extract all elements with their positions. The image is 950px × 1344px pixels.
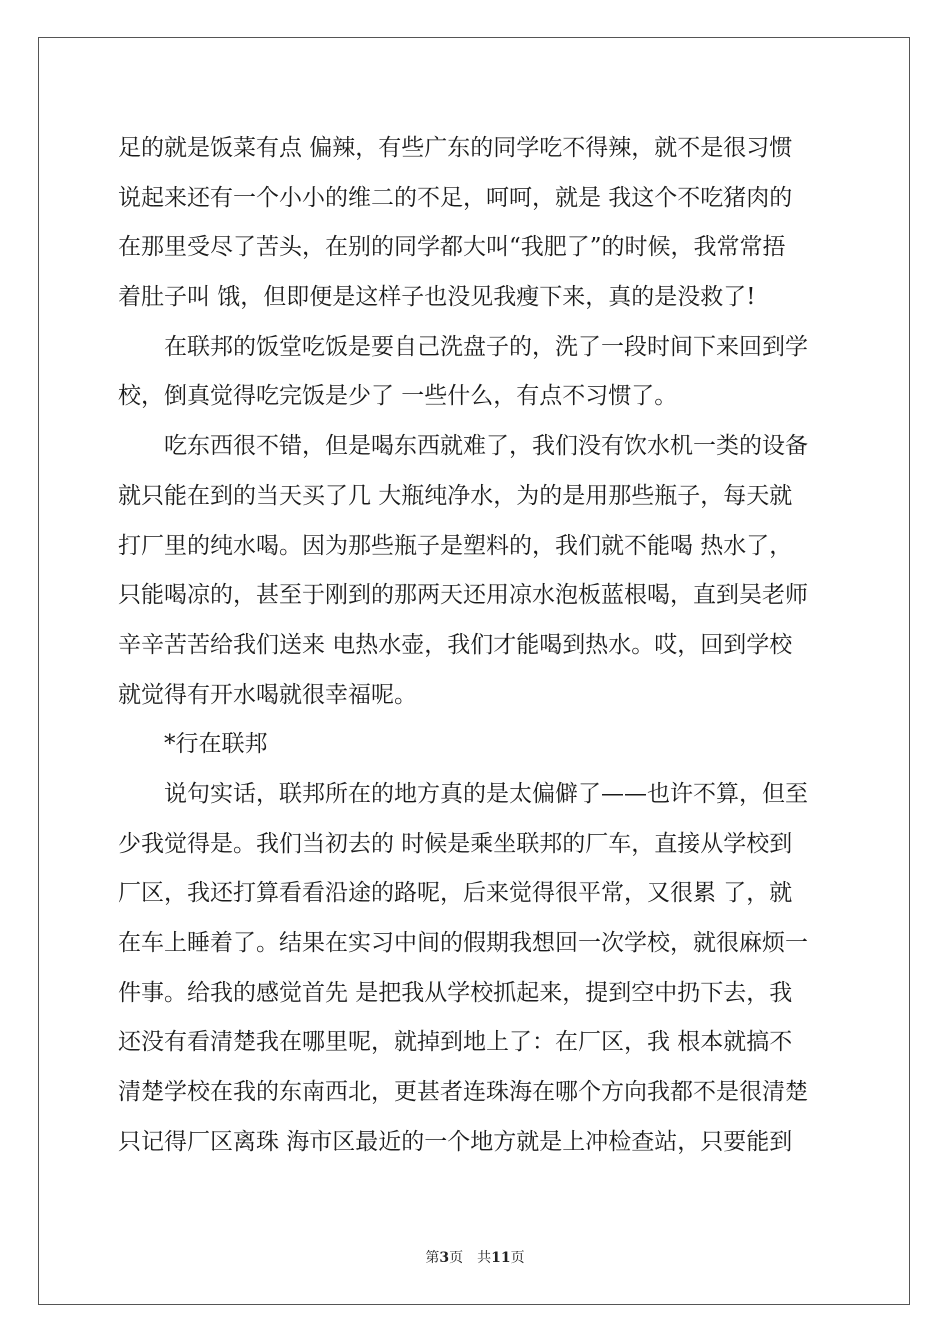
text-line: 打厂里的纯水喝。因为那些瓶子是塑料的，我们就不能喝 热水了， — [118, 532, 793, 559]
text-line: 少我觉得是。我们当初去的 时候是乘坐联邦的厂车，直接从学校到 — [118, 830, 793, 857]
text-line: 件事。给我的感觉首先 是把我从学校抓起来，提到空中扔下去，我 — [118, 979, 793, 1006]
text-line: 校，倒真觉得吃完饭是少了 一些什么，有点不习惯了。 — [118, 383, 678, 410]
section-heading: *行在联邦 — [164, 731, 268, 758]
text-line: 说句实话，联邦所在的地方真的是太偏僻了——也许不算，但至 — [164, 780, 808, 807]
page-footer — [0, 1247, 950, 1267]
total-prefix: 共 — [477, 1250, 492, 1266]
text-line: 在那里受尽了苦头，在别的同学都大叫“我肥了”的时候，我常常捂 — [118, 234, 786, 261]
text-line: 厂区，我还打算看看沿途的路呢，后来觉得很平常，又很累 了，就 — [118, 880, 793, 907]
total-unit: 页 — [510, 1250, 525, 1266]
text-line: 着肚子叫 饿，但即便是这样子也没见我瘦下来，真的是没救了! — [118, 284, 756, 311]
text-line: 清楚学校在我的东南西北，更甚者连珠海在哪个方向我都不是很清楚 — [118, 1079, 808, 1106]
text-line: 只记得厂区离珠 海市区最近的一个地方就是上冲检查站，只要能到 — [118, 1128, 793, 1155]
text-line: 还没有看清楚我在哪里呢，就掉到地上了：在厂区，我 根本就搞不 — [118, 1029, 793, 1056]
page-total: 11 — [491, 1250, 511, 1266]
text-line: 在车上睡着了。结果在实习中间的假期我想回一次学校，就很麻烦一 — [118, 930, 808, 956]
text-line: 说起来还有一个小小的维二的不足，呵呵，就是 我这个不吃猪肉的 — [118, 184, 793, 211]
text-line: 吃东西很不错，但是喝东西就难了，我们没有饮水机一类的设备 — [164, 433, 808, 460]
text-line: 就觉得有开水喝就很幸福呢。 — [118, 681, 417, 708]
page-unit: 页 — [449, 1250, 464, 1266]
text-line: 在联邦的饭堂吃饭是要自己洗盘子的，洗了一段时间下来回到学 — [164, 333, 808, 360]
document-body — [118, 124, 834, 1167]
text-line: 只能喝凉的，甚至于刚到的那两天还用凉水泡板蓝根喝，直到吴老师 — [118, 582, 808, 609]
text-line: 足的就是饭菜有点 偏辣，有些广东的同学吃不得辣，就不是很习惯 — [118, 135, 793, 161]
page-prefix: 第 — [425, 1250, 440, 1266]
text-line: 辛辛苦苦给我们送来 电热水壶，我们才能喝到热水。哎，回到学校 — [118, 631, 793, 658]
text-line: 就只能在到的当天买了几 大瓶纯净水，为的是用那些瓶子，每天就 — [118, 482, 793, 509]
page-number: 3 — [439, 1250, 450, 1266]
